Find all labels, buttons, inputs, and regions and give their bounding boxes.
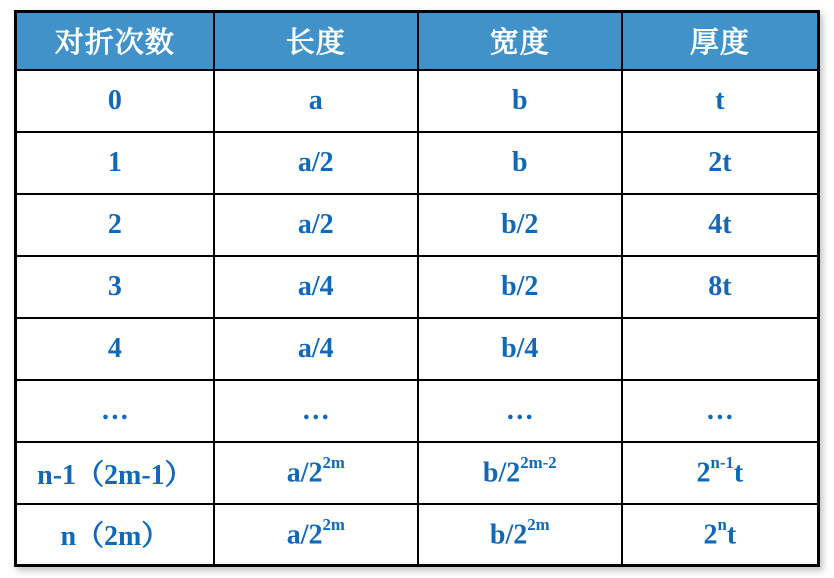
table-cell: 0 xyxy=(16,70,214,132)
column-header-2: 宽度 xyxy=(418,12,622,70)
superscript: 2m xyxy=(322,453,345,473)
table-cell: 1 xyxy=(16,132,214,194)
superscript: 2m xyxy=(322,515,345,535)
table-cell: … xyxy=(622,380,819,442)
fold-data-table xyxy=(14,10,820,567)
table-cell: t xyxy=(622,70,819,132)
table-cell: a/2 xyxy=(214,194,418,256)
table-cell: a/4 xyxy=(214,256,418,318)
table-cell: a/4 xyxy=(214,318,418,380)
table-cell: $b/2^{2m-2}$ xyxy=(418,442,622,504)
table-cell: 8t xyxy=(622,256,819,318)
table-cell xyxy=(622,318,819,380)
table-row xyxy=(16,318,819,380)
table-header xyxy=(16,12,819,70)
table-cell: 4 xyxy=(16,318,214,380)
table-cell: … xyxy=(418,380,622,442)
table-row xyxy=(16,194,819,256)
table-cell: 2t xyxy=(622,132,819,194)
column-header-0: 对折次数 xyxy=(16,12,214,70)
table-row xyxy=(16,380,819,442)
table-cell: 2 xyxy=(16,194,214,256)
table-cell: a/2 xyxy=(214,132,418,194)
table-row xyxy=(16,256,819,318)
superscript: n xyxy=(717,515,727,535)
table-cell: 2$^{n-1}$t xyxy=(622,442,819,504)
column-header-1: 长度 xyxy=(214,12,418,70)
superscript: 2m-2 xyxy=(520,453,557,473)
column-header-3: 厚度 xyxy=(622,12,819,70)
table-cell: … xyxy=(16,380,214,442)
table-cell: b/2 xyxy=(418,194,622,256)
table-cell: 4t xyxy=(622,194,819,256)
table-row xyxy=(16,132,819,194)
table-row xyxy=(16,504,819,566)
header-row xyxy=(16,12,819,70)
table-cell: $a/2^{2m}$ xyxy=(214,504,418,566)
table-cell: b xyxy=(418,132,622,194)
table-body xyxy=(16,70,819,566)
table-cell: $a/2^{2m}$ xyxy=(214,442,418,504)
table-row xyxy=(16,442,819,504)
table-cell: b xyxy=(418,70,622,132)
table-cell: … xyxy=(214,380,418,442)
superscript: 2m xyxy=(527,515,550,535)
superscript: n-1 xyxy=(710,453,734,473)
fold-table-container xyxy=(14,10,820,566)
table-cell: 2$^n$t xyxy=(622,504,819,566)
table-cell: n（2m） xyxy=(16,504,214,566)
table-cell: b/2 xyxy=(418,256,622,318)
table-cell: $b/2^{2m}$ xyxy=(418,504,622,566)
table-cell: b/4 xyxy=(418,318,622,380)
table-row xyxy=(16,70,819,132)
table-cell: n-1（2m-1） xyxy=(16,442,214,504)
table-cell: a xyxy=(214,70,418,132)
table-cell: 3 xyxy=(16,256,214,318)
